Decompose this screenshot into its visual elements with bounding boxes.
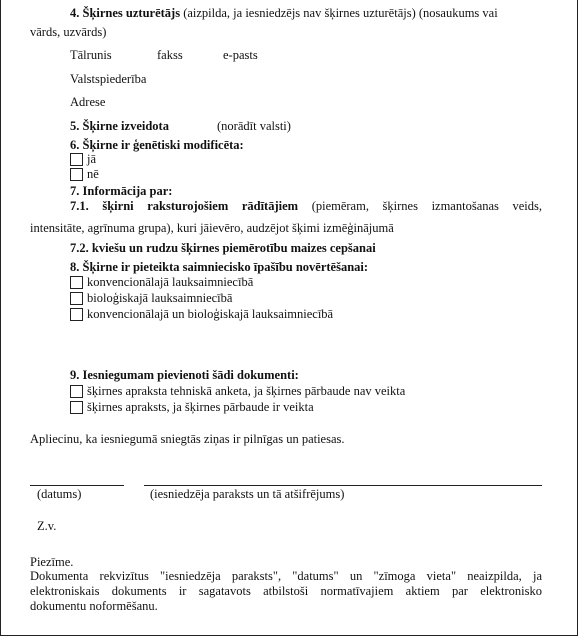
- gmo-no-checkbox[interactable]: [70, 168, 83, 181]
- section-6-number: 6.: [70, 138, 80, 152]
- conventional-and-organic-checkbox[interactable]: [70, 308, 83, 321]
- section-8-title: Šķirne ir pieteikta saimnieciskо īpašību novērtēšanai:: [82, 260, 369, 274]
- organic-agriculture-label: bioloģiskajā lauksaimniecībā: [87, 291, 233, 305]
- technical-questionnaire-label: šķirnes apraksta tehniskā anketa, ja šķirnes pārbaude nav veikta: [87, 384, 406, 398]
- note-line-3: dokumentu noformēšanu.: [30, 599, 158, 613]
- section-5-title: Šķirne izveidota: [82, 119, 169, 133]
- gmo-yes-label: jā: [87, 152, 97, 166]
- section-7-heading: [70, 184, 172, 199]
- conventional-and-organic-label: konvencionālajā un bioloģiskajā lauksaimniecībā: [87, 307, 334, 321]
- gmo-no-label: nē: [87, 167, 99, 181]
- section-4-description: (aizpilda, ja iesniedzējs nav šķirnes uzturētājs) (nosaukums vai: [183, 6, 498, 20]
- section-7-1-title: šķirni raksturojošiem rādītājiem: [102, 199, 299, 213]
- variety-description-checkbox[interactable]: [70, 401, 83, 414]
- section-4-description-cont: vārds, uzvārds): [30, 25, 107, 39]
- section-6-title: Šķirne ir ģenētiski modificēta:: [82, 138, 244, 152]
- conventional-agriculture-label: konvencionālajā lauksaimniecībā: [87, 275, 254, 289]
- section-7-2-line: 7.2. kviešu un rudzu šķirnes piemērotību maizes cepšanai: [70, 241, 376, 255]
- organic-agriculture-checkbox[interactable]: [70, 292, 83, 305]
- gmo-yes-checkbox[interactable]: [70, 153, 83, 166]
- section-9-heading: [70, 368, 299, 383]
- signature-line: [144, 485, 542, 486]
- note-line-2: elektroniskais dokuments ir sagatavots atbilstoši normatīvajiem aktiem par elektronisko: [30, 584, 542, 598]
- technical-questionnaire-checkbox[interactable]: [70, 385, 83, 398]
- section-8-number: 8.: [70, 260, 80, 274]
- section-5-note: (norādīt valsti): [217, 119, 291, 133]
- section-7-1-text-cont: intensitāte, agrīnuma grupa), kuri jāievēro, audzējot šķimi izmēģinājumā: [30, 221, 394, 235]
- signature-label: (iesniedzēja paraksts un tā atšifrējums): [150, 487, 345, 501]
- section-4-number: 4.: [70, 6, 80, 20]
- section-6-heading: [70, 138, 244, 153]
- date-label: (datums): [37, 487, 82, 501]
- section-7-1-line: [70, 199, 542, 214]
- conventional-agriculture-checkbox[interactable]: [70, 276, 83, 289]
- section-7-1-text: (piemēram, šķirnes izmantošanas veids,: [311, 199, 543, 213]
- section-4-heading: [70, 6, 498, 21]
- section-9-title: Iesniegumam pievienoti šādi dokumenti:: [82, 368, 299, 382]
- note-line-1: Dokumenta rekvizītus "iesniedzēja paraksts", "datums" un "zīmoga vieta" neaizpilda, ja: [30, 569, 542, 583]
- section-8-heading: [70, 260, 368, 275]
- section-4-title: Šķirnes uzturētājs: [82, 6, 181, 20]
- date-line: [30, 485, 124, 486]
- variety-description-label: šķirnes apraksts, ja šķirnes pārbaude ir veikta: [87, 400, 314, 414]
- section-5-heading: [70, 119, 169, 134]
- address-label: Adrese: [70, 95, 106, 109]
- section-5-number: 5.: [70, 119, 80, 133]
- section-7-number: 7.: [70, 184, 80, 198]
- confirmation-statement: Apliecinu, ka iesniegumā sniegtās ziņas ir pilnīgas un patiesas.: [30, 432, 345, 446]
- section-7-title: Informācija par:: [82, 184, 173, 198]
- email-label: e-pasts: [223, 48, 258, 62]
- phone-label: Tālrunis: [70, 48, 112, 62]
- section-9-number: 9.: [70, 368, 80, 382]
- note-heading: Piezīme.: [30, 555, 74, 569]
- section-7-1-number: 7.1.: [70, 199, 89, 213]
- country-label: Valstspiederība: [70, 72, 147, 86]
- fax-label: fakss: [157, 48, 183, 62]
- stamp-place-label: Z.v.: [37, 519, 57, 533]
